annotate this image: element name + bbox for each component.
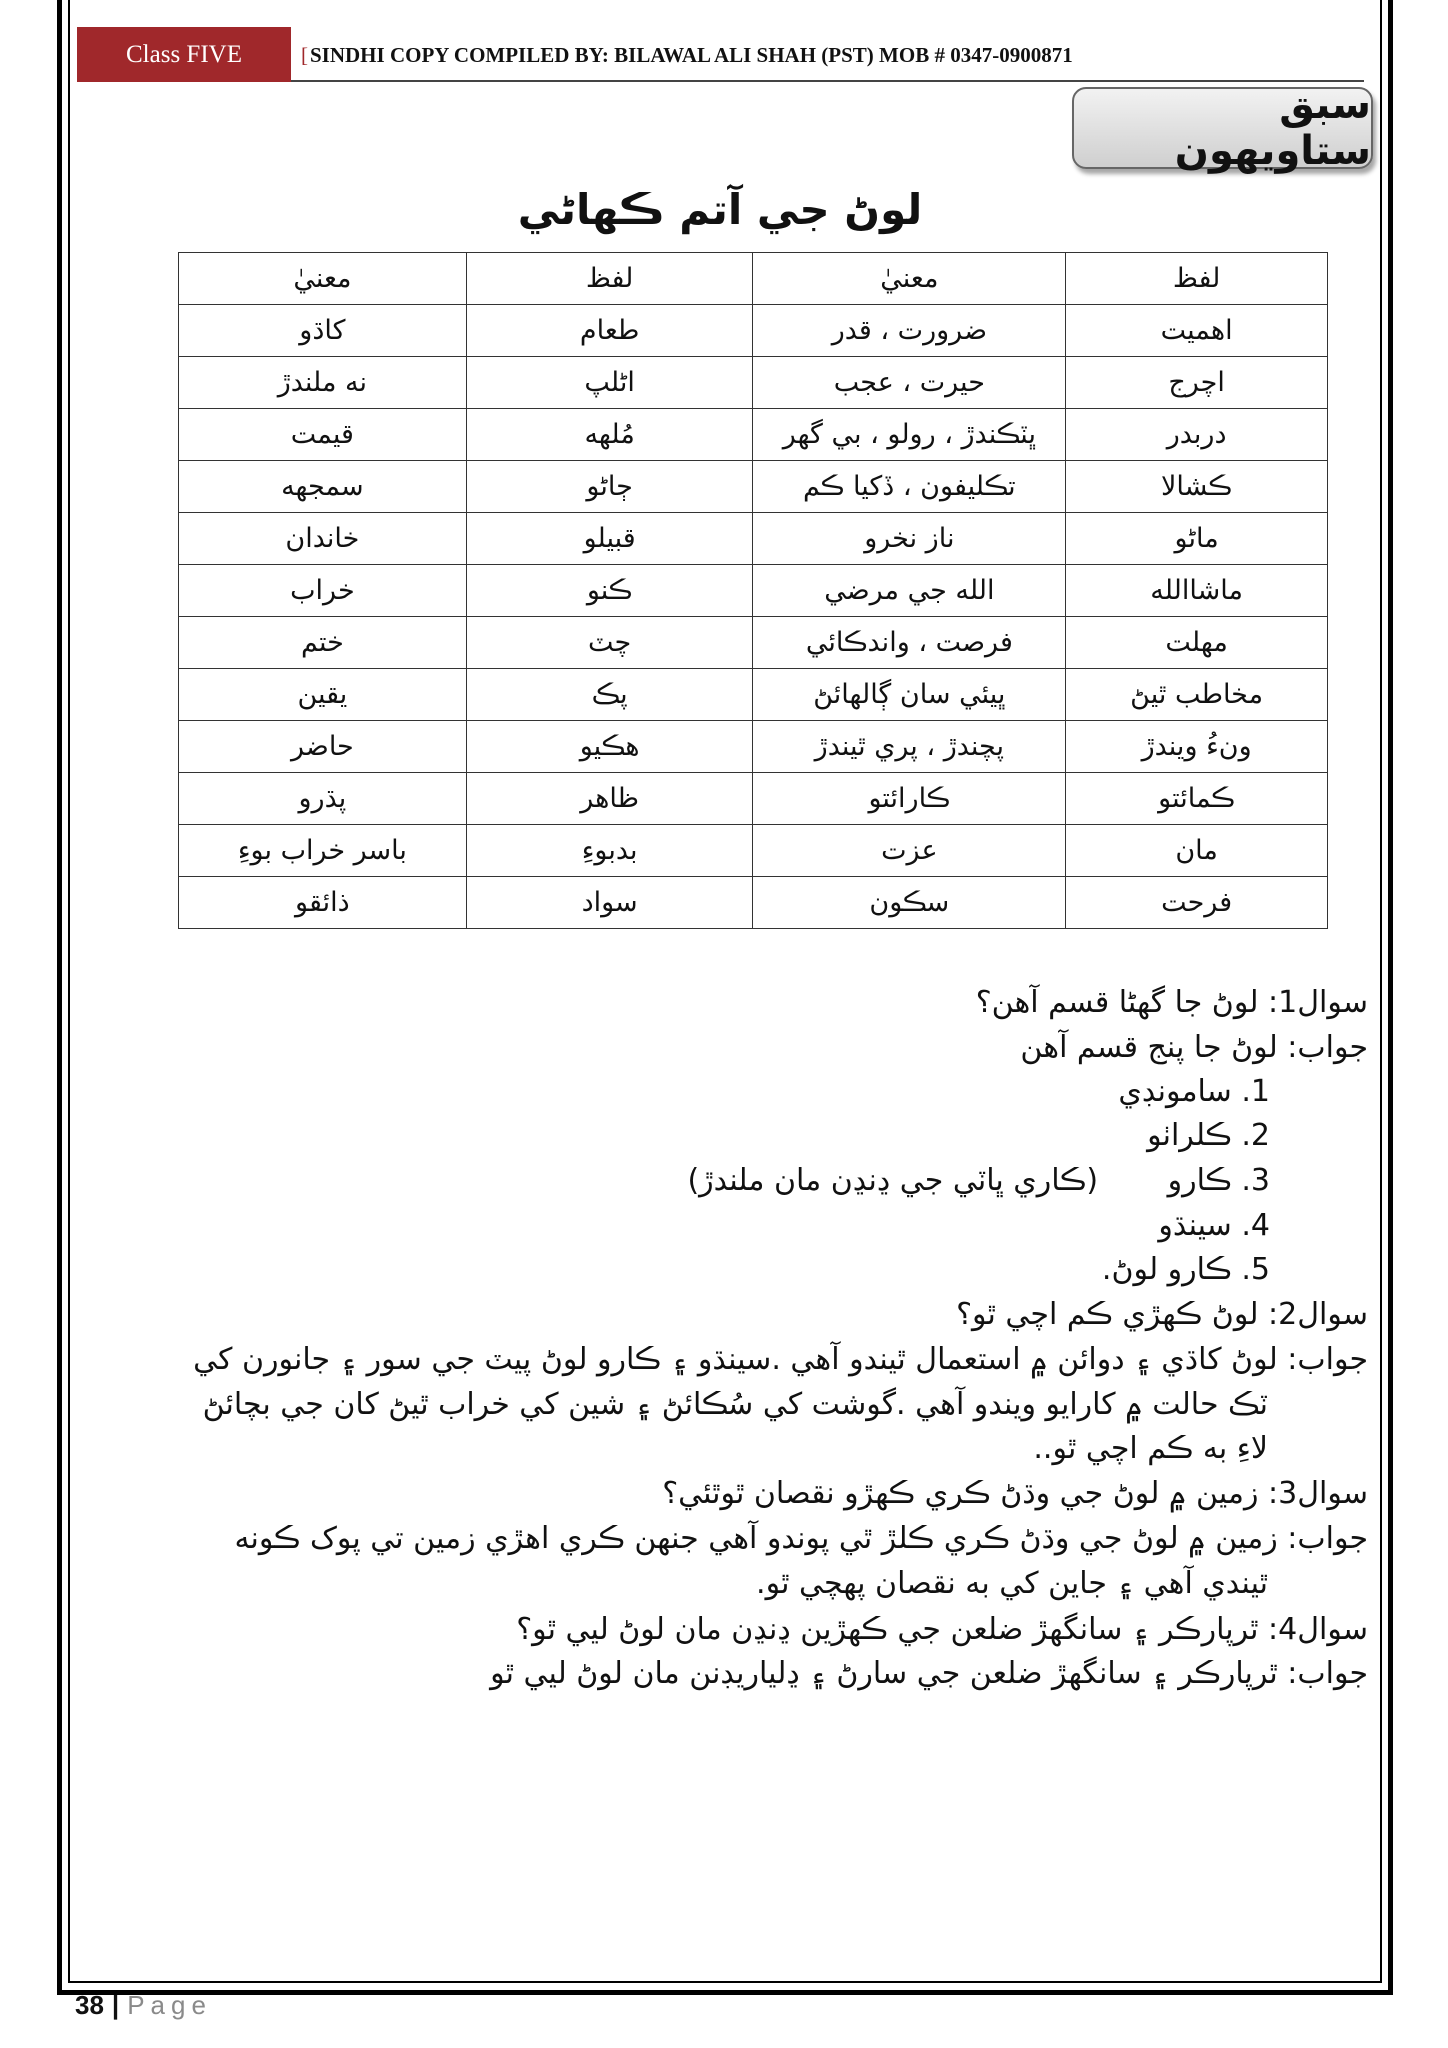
table-cell: ڄاڻو	[466, 461, 753, 513]
table-row	[179, 565, 1328, 617]
answer-1: جواب: لوڻ جا پنج قسم آهن	[1020, 1030, 1368, 1065]
table-cell: ڪارائتو	[753, 773, 1066, 825]
table-row	[179, 409, 1328, 461]
answer-2-line-2: ٽڪ حالت ۾ کارايو ويندو آهي .گوشت کي سُڪائڻ ۽ شين کي خراب ٿيڻ کان جي بچائڻ	[202, 1387, 1268, 1422]
table-row	[179, 669, 1328, 721]
table-cell: ڪمائتو	[1066, 773, 1328, 825]
table-cell: ڀٽڪندڙ ، رولو ، بي گهر	[753, 409, 1066, 461]
list-item: 5. ڪارو لوڻ.	[1101, 1252, 1270, 1287]
table-cell: حيرت ، عجب	[753, 357, 1066, 409]
table-cell: ماشاالله	[1066, 565, 1328, 617]
table-cell: ماڻو	[1066, 513, 1328, 565]
table-row	[179, 357, 1328, 409]
table-cell: يقين	[179, 669, 467, 721]
table-cell: نه ملندڙ	[179, 357, 467, 409]
header-compiled-text: SINDHI COPY COMPILED BY: BILAWAL ALI SHAH (PST) MOB # 0347-0900871	[310, 43, 1073, 67]
table-cell: الله جي مرضي	[753, 565, 1066, 617]
table-cell: حاضر	[179, 721, 467, 773]
table-cell: تڪليفون ، ڏکيا ڪم	[753, 461, 1066, 513]
table-cell: ذائقو	[179, 877, 467, 929]
table-header-cell: معنيٰ	[179, 253, 467, 305]
table-header-cell: لفظ	[1066, 253, 1328, 305]
table-cell: باسر خراب بوءِ	[179, 825, 467, 877]
table-cell: ضرورت ، قدر	[753, 305, 1066, 357]
table-cell: مُلهه	[466, 409, 753, 461]
table-header-cell: معنيٰ	[753, 253, 1066, 305]
table-header-row	[179, 253, 1328, 305]
table-cell: بدبوءِ	[466, 825, 753, 877]
list-item: 2. ڪلراٺو	[1147, 1118, 1270, 1153]
table-cell: کاڌو	[179, 305, 467, 357]
list-item: 4. سينڌو	[1158, 1208, 1270, 1243]
table-row	[179, 513, 1328, 565]
table-cell: طعام	[466, 305, 753, 357]
table-cell: عزت	[753, 825, 1066, 877]
table-cell: پڌرو	[179, 773, 467, 825]
table-cell: اچرج	[1066, 357, 1328, 409]
question-4: سوال4: ٿرپارڪر ۽ سانگهڙ ضلعن جي ڪهڙين ڍنڍن مان لوڻ ليي ٿو؟	[516, 1612, 1368, 1647]
table-cell: سواد	[466, 877, 753, 929]
list-item: 1. سامونڊي	[1118, 1074, 1270, 1109]
list-item: 3. ڪارو (ڪاري ڀاٽي جي ڍنڍن مان ملندڙ)	[687, 1163, 1270, 1198]
table-row	[179, 773, 1328, 825]
table-row	[179, 305, 1328, 357]
answer-3-line-2: ٿيندي آهي ۽ جاين کي به نقصان پهچي ٿو.	[756, 1566, 1268, 1601]
page-footer	[75, 1990, 212, 2021]
page-number: 38	[75, 1990, 104, 2020]
table-cell: ونءُ ويندڙ	[1066, 721, 1328, 773]
answer-2-line-1: جواب: لوڻ کاڌي ۽ دوائن ۾ استعمال ٿيندو آهي .سينڌو ۽ ڪارو لوڻ پيٽ جي سور ۽ جانورن کي	[193, 1342, 1368, 1377]
question-1: سوال1: لوڻ جا گهڻا قسم آهن؟	[975, 985, 1368, 1020]
table-cell: هڪيو	[466, 721, 753, 773]
answer-4: جواب: ٿرپارڪر ۽ سانگهڙ ضلعن جي سارڻ ۽ ڍلياريڊنن مان لوڻ ليي ٿو	[490, 1656, 1368, 1691]
table-cell: ڀيئي سان ڳالهائڻ	[753, 669, 1066, 721]
table-cell: دربدر	[1066, 409, 1328, 461]
header-compiled-by	[301, 43, 1073, 68]
table-cell: مهلت	[1066, 617, 1328, 669]
table-cell: ڪنو	[466, 565, 753, 617]
question-2: سوال2: لوڻ ڪهڙي ڪم اچي ٿو؟	[956, 1297, 1368, 1332]
table-cell: قبيلو	[466, 513, 753, 565]
table-cell: خاندان	[179, 513, 467, 565]
table-cell: ظاهر	[466, 773, 753, 825]
table-cell: سمجهه	[179, 461, 467, 513]
header-bracket: [	[301, 43, 308, 67]
table-cell: اهميت	[1066, 305, 1328, 357]
question-3: سوال3: زمين ۾ لوڻ جي وڌڻ ڪري ڪهڙو نقصان ٿوٿئي؟	[662, 1476, 1368, 1511]
table-row	[179, 721, 1328, 773]
table-row	[179, 877, 1328, 929]
table-header-cell: لفظ	[466, 253, 753, 305]
lesson-heading: سبق ستاويهون	[1072, 87, 1373, 169]
table-cell: مان	[1066, 825, 1328, 877]
table-cell: پچندڙ ، پري ٿيندڙ	[753, 721, 1066, 773]
table-cell: فرحت	[1066, 877, 1328, 929]
table-cell: فرصت ، واندڪائي	[753, 617, 1066, 669]
class-label: Class FIVE	[77, 27, 291, 82]
table-row	[179, 825, 1328, 877]
answer-2-line-3: لاءِ به ڪم اچي ٿو..	[1033, 1431, 1268, 1466]
footer-separator: |	[111, 1990, 120, 2020]
table-cell: چٽ	[466, 617, 753, 669]
vocabulary-table	[178, 252, 1328, 929]
table-row	[179, 461, 1328, 513]
table-cell: ڪشالا	[1066, 461, 1328, 513]
page-title: لوڻ جي آتم ڪهاڻي	[517, 185, 923, 234]
table-cell: مخاطب ٿيڻ	[1066, 669, 1328, 721]
answer-3-line-1: جواب: زمين ۾ لوڻ جي وڌڻ ڪري ڪلڙ ٿي پوندو آهي جنهن ڪري اهڙي زمين تي پوک ڪونه	[234, 1521, 1368, 1556]
table-cell: ختم	[179, 617, 467, 669]
table-cell: خراب	[179, 565, 467, 617]
table-cell: قيمت	[179, 409, 467, 461]
table-cell: پڪ	[466, 669, 753, 721]
table-cell: سڪون	[753, 877, 1066, 929]
table-cell: ناز نخرو	[753, 513, 1066, 565]
table-row	[179, 617, 1328, 669]
table-cell: اڻلپ	[466, 357, 753, 409]
page-label: Page	[127, 1990, 212, 2020]
